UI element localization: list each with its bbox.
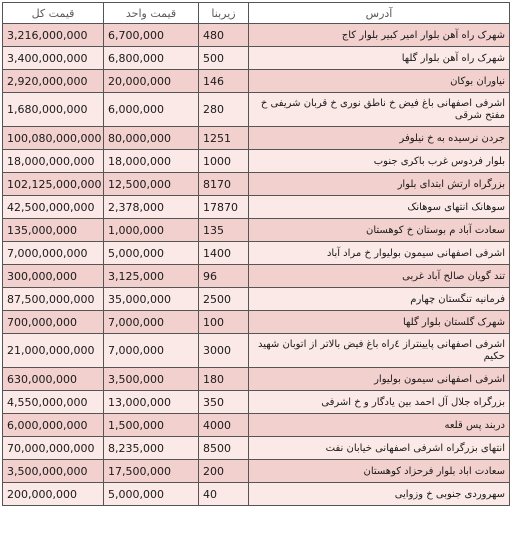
cell-address: تند گویان صالح آباد غربی (249, 265, 510, 288)
table-row (3, 127, 510, 150)
cell-unit-price: 35,000,000 (104, 288, 199, 311)
cell-unit-price: 18,000,000 (104, 150, 199, 173)
cell-total-price: 3,500,000,000 (3, 460, 104, 483)
cell-unit-price: 1,500,000 (104, 414, 199, 437)
table-row (3, 219, 510, 242)
cell-unit-price: 7,000,000 (104, 334, 199, 368)
cell-total-price: 18,000,000,000 (3, 150, 104, 173)
cell-address: دربند پس قلعه (249, 414, 510, 437)
cell-area: 280 (199, 93, 249, 127)
table-row (3, 150, 510, 173)
cell-address: اشرفی اصفهانی سیمون بولیوار خ مراد آباد (249, 242, 510, 265)
cell-area: 8170 (199, 173, 249, 196)
header-address: آدرس (249, 3, 510, 24)
cell-total-price: 3,216,000,000 (3, 24, 104, 47)
cell-total-price: 200,000,000 (3, 483, 104, 506)
cell-address: شهرک راه آهن بلوار امیر کبیر بلوار کاج (249, 24, 510, 47)
cell-unit-price: 2,378,000 (104, 196, 199, 219)
table-row (3, 368, 510, 391)
table-row (3, 391, 510, 414)
cell-area: 480 (199, 24, 249, 47)
header-total-price: قیمت کل (3, 3, 104, 24)
cell-total-price: 630,000,000 (3, 368, 104, 391)
cell-address: بلوار فردوس غرب باکری جنوب (249, 150, 510, 173)
cell-address: جردن نرسیده به خ نیلوفر (249, 127, 510, 150)
table-row (3, 414, 510, 437)
cell-total-price: 21,000,000,000 (3, 334, 104, 368)
cell-total-price: 300,000,000 (3, 265, 104, 288)
table-row (3, 437, 510, 460)
cell-total-price: 2,920,000,000 (3, 70, 104, 93)
cell-unit-price: 80,000,000 (104, 127, 199, 150)
cell-address: اشرفی اصفهانی سیمون بولیوار (249, 368, 510, 391)
cell-area: 135 (199, 219, 249, 242)
cell-area: 1400 (199, 242, 249, 265)
table-row (3, 173, 510, 196)
table-header-row (3, 3, 510, 24)
table-row (3, 334, 510, 368)
table-row (3, 288, 510, 311)
cell-address: سعادت آباد م بوستان خ کوهستان (249, 219, 510, 242)
cell-address: فرمانیه تنگستان چهارم (249, 288, 510, 311)
cell-unit-price: 5,000,000 (104, 242, 199, 265)
property-listing-table (2, 2, 510, 506)
table-row (3, 70, 510, 93)
cell-area: 180 (199, 368, 249, 391)
cell-unit-price: 5,000,000 (104, 483, 199, 506)
cell-total-price: 3,400,000,000 (3, 47, 104, 70)
cell-address: اشرفی اصفهانی پایینتراز ٤راه باغ فیض بالاتر از اتوبان شهید حکیم (249, 334, 510, 368)
cell-address: نیاوران بوکان (249, 70, 510, 93)
table-row (3, 460, 510, 483)
cell-total-price: 1,680,000,000 (3, 93, 104, 127)
cell-area: 350 (199, 391, 249, 414)
cell-area: 100 (199, 311, 249, 334)
cell-unit-price: 13,000,000 (104, 391, 199, 414)
table-row (3, 196, 510, 219)
cell-area: 2500 (199, 288, 249, 311)
cell-address: سوهانک انتهای سوهانک (249, 196, 510, 219)
cell-total-price: 4,550,000,000 (3, 391, 104, 414)
listing-table-container (2, 2, 509, 506)
table-row (3, 93, 510, 127)
cell-area: 200 (199, 460, 249, 483)
table-row (3, 242, 510, 265)
cell-unit-price: 7,000,000 (104, 311, 199, 334)
cell-unit-price: 12,500,000 (104, 173, 199, 196)
cell-total-price: 7,000,000,000 (3, 242, 104, 265)
cell-address: انتهای بزرگراه اشرفی اصفهانی خیابان نفت (249, 437, 510, 460)
cell-unit-price: 6,700,000 (104, 24, 199, 47)
header-unit-price: قیمت واحد (104, 3, 199, 24)
cell-address: بزرگراه ارتش ابتدای بلوار (249, 173, 510, 196)
cell-area: 40 (199, 483, 249, 506)
cell-unit-price: 3,125,000 (104, 265, 199, 288)
cell-address: سعادت اباد بلوار فرحزاد کوهستان (249, 460, 510, 483)
cell-area: 1000 (199, 150, 249, 173)
cell-unit-price: 17,500,000 (104, 460, 199, 483)
cell-area: 1251 (199, 127, 249, 150)
cell-area: 8500 (199, 437, 249, 460)
table-row (3, 311, 510, 334)
table-row (3, 265, 510, 288)
cell-area: 3000 (199, 334, 249, 368)
cell-total-price: 6,000,000,000 (3, 414, 104, 437)
table-row (3, 483, 510, 506)
cell-address: اشرفی اصفهانی باغ فیض خ ناطق نوری خ قربان شریفی خ مفتح شرقی (249, 93, 510, 127)
cell-area: 96 (199, 265, 249, 288)
cell-unit-price: 6,800,000 (104, 47, 199, 70)
cell-total-price: 135,000,000 (3, 219, 104, 242)
cell-total-price: 42,500,000,000 (3, 196, 104, 219)
cell-unit-price: 6,000,000 (104, 93, 199, 127)
cell-area: 146 (199, 70, 249, 93)
cell-address: بزرگراه جلال آل احمد بین یادگار و خ اشرفی (249, 391, 510, 414)
cell-area: 500 (199, 47, 249, 70)
cell-unit-price: 8,235,000 (104, 437, 199, 460)
cell-area: 4000 (199, 414, 249, 437)
cell-total-price: 87,500,000,000 (3, 288, 104, 311)
cell-total-price: 102,125,000,000 (3, 173, 104, 196)
cell-unit-price: 3,500,000 (104, 368, 199, 391)
cell-total-price: 100,080,000,000 (3, 127, 104, 150)
cell-area: 17870 (199, 196, 249, 219)
cell-address: شهرک راه آهن بلوار گلها (249, 47, 510, 70)
cell-unit-price: 20,000,000 (104, 70, 199, 93)
table-row (3, 24, 510, 47)
table-body (3, 24, 510, 506)
table-row (3, 47, 510, 70)
cell-total-price: 70,000,000,000 (3, 437, 104, 460)
cell-unit-price: 1,000,000 (104, 219, 199, 242)
cell-total-price: 700,000,000 (3, 311, 104, 334)
cell-address: سهروردی جنوبی خ وزوایی (249, 483, 510, 506)
header-area: زیربنا (199, 3, 249, 24)
cell-address: شهرک گلستان بلوار گلها (249, 311, 510, 334)
